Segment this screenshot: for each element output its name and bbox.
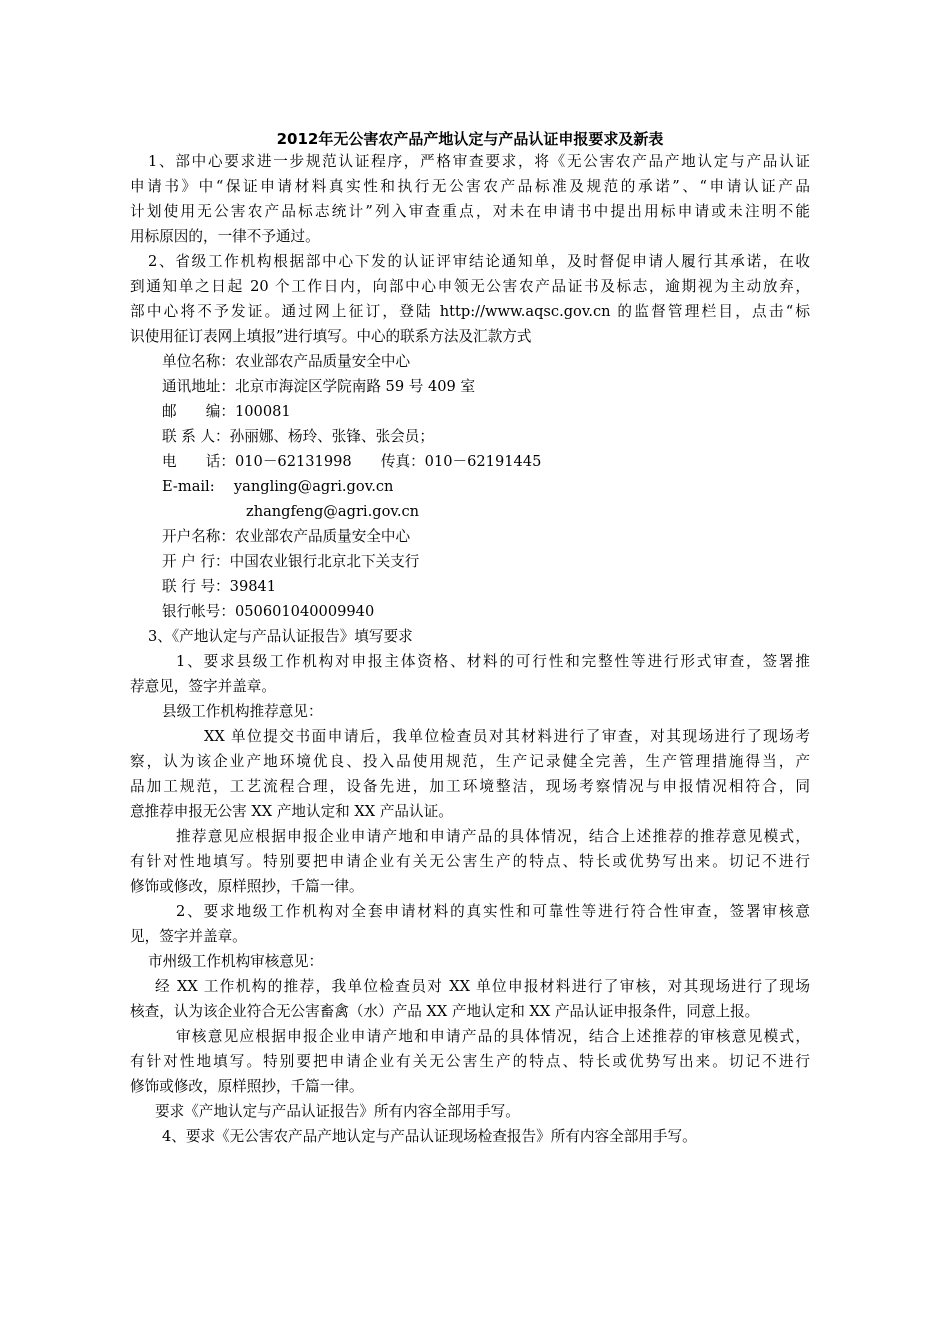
- paragraph-1-line-3: 计划使用无公害农产品标志统计”列入审查重点，对未在申请书中提出用标申请或未注明不能: [130, 203, 810, 220]
- paragraph-2-line-3: 部中心将不予发证。通过网上征订，登陆 http://www.aqsc.gov.cn 的监督管理栏目，点击“标: [130, 303, 810, 320]
- paragraph-2-line-2: 到通知单之日起 20 个工作日内，向部中心申领无公害农产品证书及标志，逾期视为主动放弃，: [130, 278, 810, 295]
- city-note-line-1: 审核意见应根据申报企业申请产地和申请产品的具体情况，结合上述推荐的审核意见模式，: [176, 1028, 810, 1045]
- county-requirement-line-2: 荐意见，签字并盖章。: [130, 678, 276, 695]
- contact-persons: 联 系 人：孙丽娜、杨玲、张锋、张会员；: [162, 428, 434, 445]
- contact-bank-code: 联 行 号：39841: [162, 578, 277, 595]
- contact-address: 通讯地址：北京市海淀区学院南路 59 号 409 室: [162, 378, 476, 395]
- county-note-line-1: 推荐意见应根据申报企业申请产地和申请产品的具体情况，结合上述推荐的推荐意见模式，: [176, 828, 810, 845]
- city-requirement-line-1: 2、要求地级工作机构对全套申请材料的真实性和可靠性等进行符合性审查，签署审核意: [176, 903, 810, 920]
- paragraph-1-line-1: 1、部中心要求进一步规范认证程序，严格审查要求，将《无公害农产品产地认定与产品认证: [148, 153, 810, 170]
- county-note-line-3: 修饰或修改，原样照抄，千篇一律。: [130, 878, 364, 895]
- county-opinion-line-4: 意推荐申报无公害 XX 产地认定和 XX 产品认证。: [130, 803, 453, 820]
- city-opinion-line-1: 经 XX 工作机构的推荐，我单位检查员对 XX 单位申报材料进行了审核，对其现场进行了现场: [155, 978, 810, 995]
- county-opinion-line-2: 察，认为该企业产地环境优良、投入品使用规范，生产记录健全完善，生产管理措施得当，产: [130, 753, 810, 770]
- city-requirement-line-2: 见，签字并盖章。: [130, 928, 247, 945]
- contact-unit-name: 单位名称：农业部农产品质量安全中心: [162, 353, 411, 370]
- county-opinion-label: 县级工作机构推荐意见：: [162, 703, 323, 720]
- city-note-line-2: 有针对性地填写。特别要把申请企业有关无公害生产的特点、特长或优势写出来。切记不进行: [130, 1053, 810, 1070]
- contact-bank: 开 户 行：中国农业银行北京北下关支行: [162, 553, 420, 570]
- county-requirement-line-1: 1、要求县级工作机构对申报主体资格、材料的可行性和完整性等进行形式审查，签署推: [176, 653, 810, 670]
- section-3-heading: 3、《产地认定与产品认证报告》填写要求: [148, 628, 413, 645]
- city-opinion-label: 市州级工作机构审核意见：: [148, 953, 324, 970]
- county-opinion-line-3: 品加工规范，工艺流程合理，设备先进，加工环境整洁，现场考察情况与申报情况相符合，同: [130, 778, 810, 795]
- county-opinion-line-1: XX 单位提交书面申请后，我单位检查员对其材料进行了审查，对其现场进行了现场考: [204, 728, 810, 745]
- paragraph-1-line-4: 用标原因的，一律不予通过。: [130, 228, 320, 245]
- handwriting-requirement: 要求《产地认定与产品认证报告》所有内容全部用手写。: [155, 1103, 520, 1120]
- paragraph-1-line-2: 申请书》中“保证申请材料真实性和执行无公害农产品标准及规范的承诺”、“申请认证产品: [130, 178, 810, 195]
- contact-email-2: zhangfeng@agri.gov.cn: [246, 503, 420, 520]
- city-note-line-3: 修饰或修改，原样照抄，千篇一律。: [130, 1078, 364, 1095]
- county-note-line-2: 有针对性地填写。特别要把申请企业有关无公害生产的特点、特长或优势写出来。切记不进行: [130, 853, 810, 870]
- document-title: 2012年无公害农产品产地认定与产品认证申报要求及新表: [276, 130, 664, 148]
- contact-postcode: 邮 编：100081: [162, 403, 291, 420]
- section-4-requirement: 4、要求《无公害农产品产地认定与产品认证现场检查报告》所有内容全部用手写。: [162, 1128, 697, 1145]
- paragraph-2-line-1: 2、省级工作机构根据部中心下发的认证评审结论通知单，及时督促申请人履行其承诺，在收: [148, 253, 810, 270]
- contact-email-1: E-mail: yangling@agri.gov.cn: [162, 478, 394, 495]
- city-opinion-line-2: 核查，认为该企业符合无公害畜禽（水）产品 XX 产地认定和 XX 产品认证申报条件，同意上报。: [130, 1003, 760, 1020]
- contact-phone-fax: 电 话：010－62131998 传真：010－62191445: [162, 453, 542, 470]
- contact-bank-account: 银行帐号：050601040009940: [162, 603, 375, 620]
- contact-account-name: 开户名称：农业部农产品质量安全中心: [162, 528, 411, 545]
- paragraph-2-line-4: 识使用征订表网上填报”进行填写。中心的联系方法及汇款方式: [130, 328, 532, 345]
